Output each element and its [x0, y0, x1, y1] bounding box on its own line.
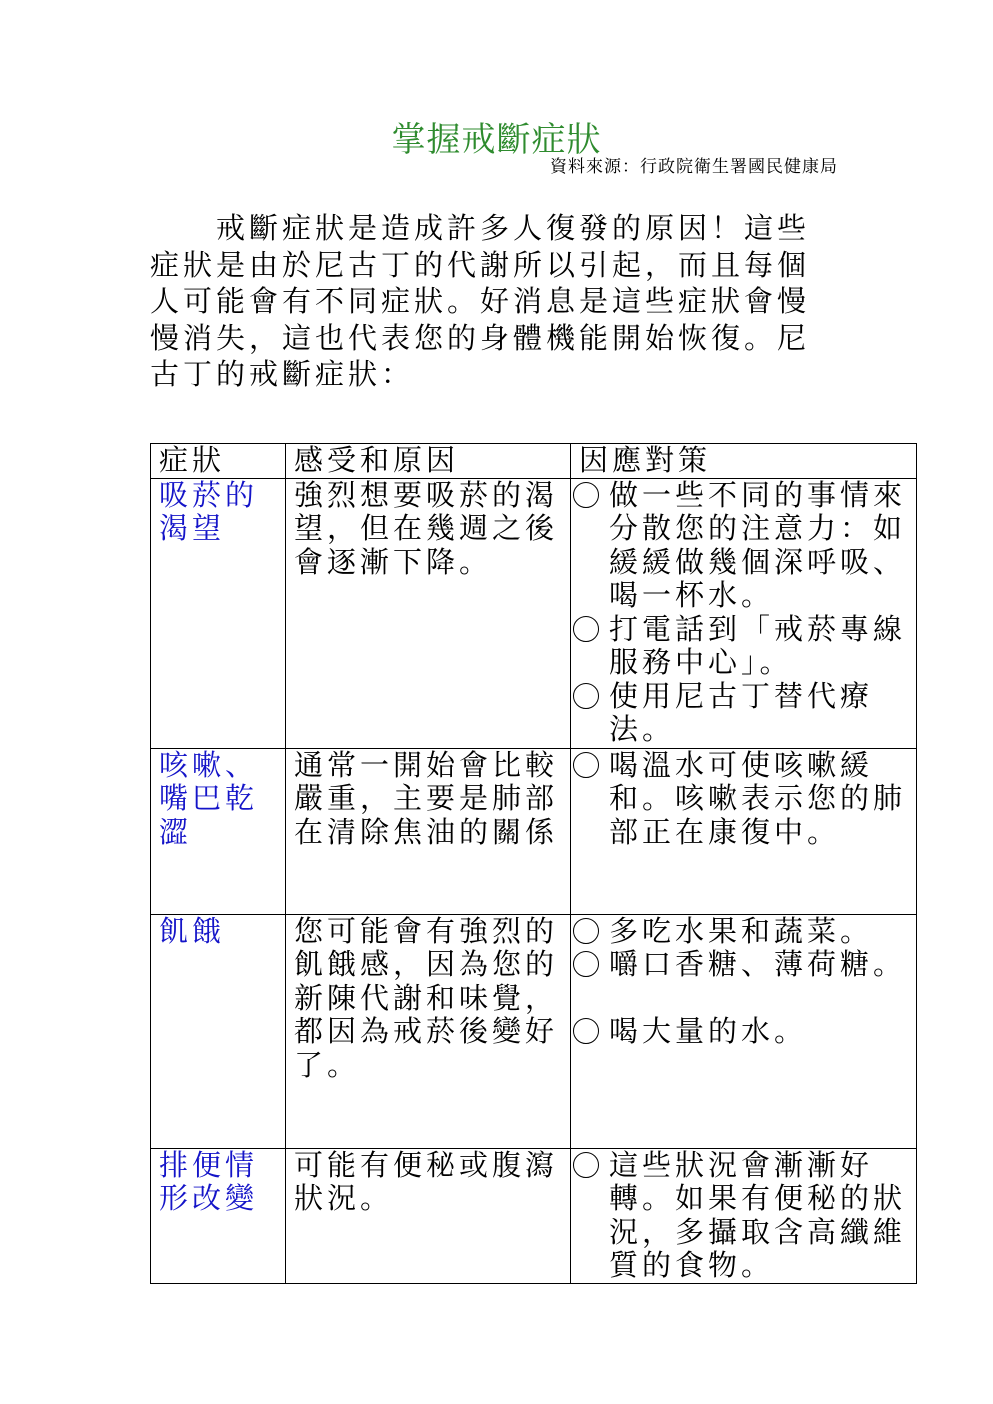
- circle-bullet-icon: [573, 683, 599, 709]
- coping-text: 喝溫水可使咳嗽緩和。咳嗽表示您的肺部正在康復中。: [609, 747, 907, 849]
- coping-item: [573, 1015, 912, 1049]
- withdrawal-symptoms-table: [150, 443, 917, 1284]
- coping-text: 打電話到「戒菸專線服務中心」。: [609, 611, 907, 679]
- symptom-cell: 飢餓: [151, 914, 286, 1148]
- table-row: [151, 914, 917, 1148]
- table-row: [151, 1148, 917, 1283]
- coping-list: [579, 479, 912, 747]
- table-row: [151, 748, 917, 914]
- cause-cell: 通常一開始會比較嚴重，主要是肺部在清除焦油的關係: [286, 748, 571, 914]
- coping-cell: [571, 1148, 917, 1283]
- coping-text: 這些狀況會漸漸好轉。如果有便秘的狀況，多攝取含高纖維質的食物。: [609, 1147, 907, 1282]
- coping-cell: [571, 914, 917, 1148]
- coping-text: 做一些不同的事情來分散您的注意力：如緩緩做幾個深呼吸、喝一杯水。: [609, 477, 907, 612]
- coping-list: [579, 749, 912, 850]
- cause-cell: 您可能會有強烈的飢餓感，因為您的新陳代謝和味覺，都因為戒菸後變好了。: [286, 914, 571, 1148]
- coping-text: 嚼口香糖、薄荷糖。: [609, 947, 907, 981]
- circle-bullet-icon: [573, 616, 599, 642]
- symptom-cell: 吸菸的渴望: [151, 478, 286, 748]
- coping-list: [579, 1149, 912, 1283]
- circle-bullet-icon: [573, 951, 599, 977]
- coping-text: 使用尼古丁替代療法。: [609, 678, 874, 746]
- coping-cell: [571, 478, 917, 748]
- source-note: 資料來源：行政院衛生署國民健康局: [550, 157, 838, 177]
- coping-item: [573, 749, 912, 850]
- circle-bullet-icon: [573, 752, 599, 778]
- coping-item: [573, 613, 912, 680]
- cause-cell: 強烈想要吸菸的渴望，但在幾週之後會逐漸下降。: [286, 478, 571, 748]
- circle-bullet-icon: [573, 918, 599, 944]
- coping-list: [579, 915, 912, 1049]
- header-symptom: 症狀: [151, 444, 286, 479]
- circle-bullet-icon: [573, 1152, 599, 1178]
- coping-text: 喝大量的水。: [609, 1013, 808, 1048]
- header-coping: 因應對策: [571, 444, 917, 479]
- cause-cell: 可能有便秘或腹瀉狀況。: [286, 1148, 571, 1283]
- symptom-cell: 咳嗽、嘴巴乾澀: [151, 748, 286, 914]
- coping-cell: [571, 748, 917, 914]
- coping-item: [573, 479, 912, 613]
- coping-item: [573, 915, 912, 949]
- spacer: [573, 982, 912, 1015]
- coping-item: [573, 948, 912, 982]
- page-title: 掌握戒斷症狀: [391, 120, 602, 160]
- header-cause: 感受和原因: [286, 444, 571, 479]
- intro-paragraph: 戒斷症狀是造成許多人復發的原因！這些症狀是由於尼古丁的代謝所以引起，而且每個人可能會有不同症狀。好消息是這些症狀會慢慢消失，這也代表您的身體機能開始恢復。尼古丁的戒斷症狀：: [150, 211, 811, 391]
- coping-item: [573, 680, 912, 747]
- symptom-cell: 排便情形改變: [151, 1148, 286, 1283]
- table-row: [151, 478, 917, 748]
- coping-item: [573, 1149, 912, 1283]
- circle-bullet-icon: [573, 482, 599, 508]
- circle-bullet-icon: [573, 1018, 599, 1044]
- coping-text: 多吃水果和蔬菜。: [609, 913, 874, 948]
- table-header-row: [151, 444, 917, 479]
